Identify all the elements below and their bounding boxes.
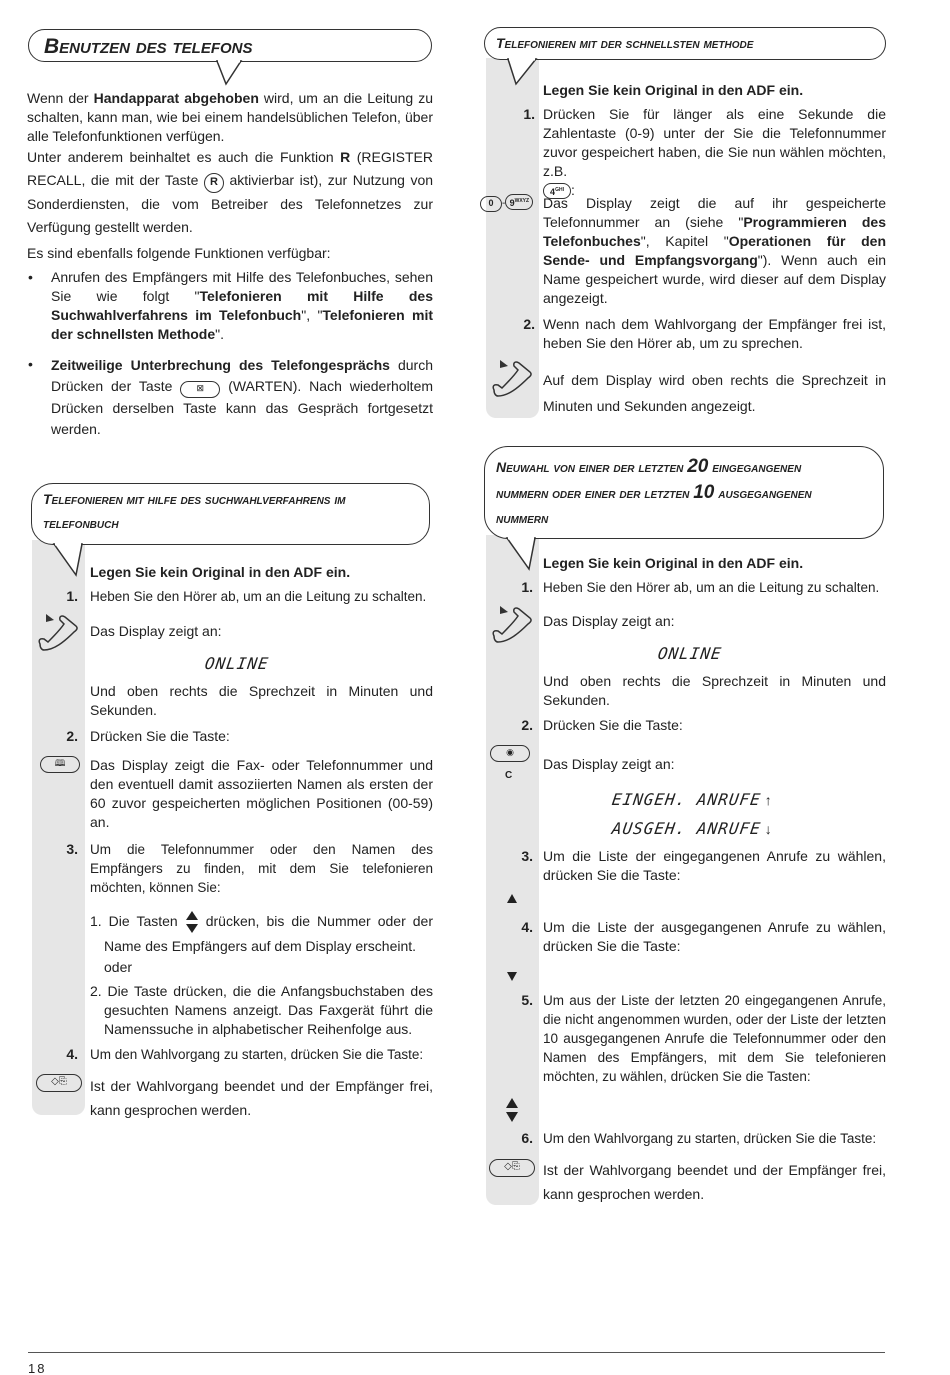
intro-paragraph-2: Unter anderem beinhaltet es auch die Funktion R (REGISTER RECALL, die mit der Taste R aktivierbar ist), zur Nutzung von Sonderdiensten, die vom Betreiber des Telefonnetzes zur Verfügung gestellt werden. (27, 149, 434, 235)
section-3-step-1-text: Heben Sie den Hörer ab, um an die Leitung zu schalten. (543, 580, 880, 595)
key-4-icon: $4^{GHI}$ (543, 183, 571, 199)
section-3-title-tail (505, 537, 539, 571)
section-2-step-1-number: 1. (523, 106, 535, 122)
up-down-arrows-icon (185, 910, 199, 934)
section-3-step-5-number: 5. (521, 992, 533, 1008)
section-1-step-3-text: Um die Telefonnummer oder den Namen des Empfängers zu finden, mit dem Sie telefonieren möchten, können Sie: (90, 842, 433, 895)
bullet-2-text: Zeitweilige Unterbrechung des Telefongesprächs durch Drücken der Taste ⊠ (WARTEN). Nach wiederholtem Drücken derselben Taste kann das Gespräch fortgesetzt werden. (51, 357, 434, 437)
section-3-step-4-text: Um die Liste der ausgegangenen Anrufe zu wählen, drücken Sie die Taste: (543, 919, 886, 954)
hold-key-icon: ⊠ (180, 381, 220, 398)
handset-icon (34, 612, 84, 652)
section-1-title-tail (52, 543, 86, 577)
footer-rule (28, 1352, 885, 1353)
section-2-step-1-display: Das Display zeigt die auf ihr gespeicherte Telefonnummer an (siehe "Programmieren des Telefonbuches", Kapitel "Operationen für den Sende- und Empfangsvorgang"). Wenn auch ein Name gespeichert wurde, wird dieser auf dem Display angezeigt. (543, 195, 887, 306)
section-3-step-5-text: Um aus der Liste der letzten 20 eingegangenen Anrufe, die nicht angenommen wurden, oder der Liste der letzten 10 ausgegangenen Anrufe die Telefonnummer oder den Namen des Empfängers, mit dem Sie telefonieren möchten, zu wählen, drücken Sie die Tasten: (543, 993, 886, 1084)
section-3-step-3-number: 3. (521, 848, 533, 864)
section-2-title-tail (506, 58, 540, 86)
redial-key-icon: ◉ (490, 745, 530, 762)
section-3-step-1-time: Und oben rechts die Sprechzeit in Minuten und Sekunden. (543, 673, 886, 708)
start-key-icon: ◇⎘ (36, 1074, 82, 1092)
page-number: 18 (28, 1361, 47, 1375)
section-1-step-1-text: Heben Sie den Hörer ab, um an die Leitung zu schalten. (90, 589, 427, 604)
r-key-icon: R (204, 173, 224, 193)
redial-key-c-label: C (505, 770, 513, 781)
section-1-step-1-number: 1. (66, 588, 78, 604)
section-3-step-6-number: 6. (521, 1130, 533, 1146)
section-2-title: Telefonieren mit der schnellsten methode (496, 35, 754, 51)
section-1-step-1-time: Und oben rechts die Sprechzeit in Minuten und Sekunden. (90, 683, 433, 718)
handset-icon (488, 604, 538, 644)
section-3-step-1-number: 1. (521, 579, 533, 595)
section-1-step-3-option-2: 2. Die Taste drücken, die die Anfangsbuchstaben des gesuchten Namens anzeigt. Das Faxgerät führt die Namenssuche in alphabetischer Reihenfolge aus. (90, 983, 433, 1037)
intro-paragraph-3: Es sind ebenfalls folgende Funktionen verfügbar: (27, 245, 331, 261)
up-arrow-icon: ↑ (764, 792, 772, 808)
section-1-step-2-display: Das Display zeigt die Fax- oder Telefonnummer und den eventuell damit assoziierten Namen als ersten der 60 zuvor gespeicherten möglichen Positionen (00-59) an. (90, 757, 433, 830)
section-1-note: Legen Sie kein Original in den ADF ein. (90, 564, 351, 580)
section-3-step-2-display: Das Display zeigt an: (543, 756, 675, 772)
section-2-step-2-number: 2. (523, 316, 535, 332)
section-3-step-1-display: Das Display zeigt an: (543, 613, 675, 629)
section-1-step-1-display: Das Display zeigt an: (90, 623, 222, 639)
up-arrow-key-icon (506, 893, 518, 905)
section-1-title: Telefonieren mit hilfe des suchwahlverfahrens im telefonbuch (43, 491, 346, 531)
key-9-icon: $9^{WXYZ}$ (505, 194, 533, 210)
section-1-step-2-number: 2. (66, 728, 78, 744)
bullet-2-marker: • (28, 356, 33, 372)
section-1-lcd-online: ONLINE (203, 654, 271, 673)
section-3-step-2-text: Drücken Sie die Taste: (543, 717, 683, 733)
section-3-lcd-outgoing: AUSGEH. ANRUFE ↓ (610, 819, 772, 838)
section-2-step-1-text: Drücken Sie für länger als eine Sekunde die Zahlentaste (0-9) unter der Sie die Telefonnummer zuvor gespeichert haben, die Sie nun wählen möchten, z.B. $4^{GHI}$ : (543, 106, 886, 198)
section-3-title: Neuwahl von einer der letzten 20 eingegangenen nummern oder einer der letzten 10 ausgegangenen nummern (496, 456, 812, 526)
bullet-1-text: Anrufen des Empfängers mit Hilfe des Telefonbuches, sehen Sie wie folgt "Telefonieren mit Hilfe des Suchwahlverfahrens im Telefonbuch", "Telefonieren mit der schnellsten Methode". (51, 269, 433, 342)
start-key-icon: ◇⎘ (489, 1159, 535, 1177)
key-range-0-9: $0 - 9^{WXYZ}$ (480, 194, 533, 212)
page-title: Benutzen des telefons (44, 35, 253, 58)
section-3-step-4-number: 4. (521, 919, 533, 935)
title-bubble-tail (215, 60, 245, 86)
section-2-note: Legen Sie kein Original in den ADF ein. (543, 82, 804, 98)
section-3-lcd-online: ONLINE (656, 644, 724, 663)
down-arrow-icon: ↓ (764, 821, 772, 837)
section-1-step-2-text: Drücken Sie die Taste: (90, 728, 230, 744)
up-down-arrows-icon (505, 1097, 519, 1123)
bullet-1-marker: • (28, 269, 33, 285)
section-3-lcd-incoming: EINGEH. ANRUFE ↑ (610, 790, 772, 809)
section-3-note: Legen Sie kein Original in den ADF ein. (543, 555, 804, 571)
handset-icon (488, 358, 538, 398)
section-1-step-4-display: Ist der Wahlvorgang beendet und der Empfänger frei, kann gesprochen werden. (90, 1078, 433, 1118)
section-1-step-3-number: 3. (66, 841, 78, 857)
section-1-step-3-or: oder (104, 959, 133, 975)
down-arrow-key-icon (506, 970, 518, 982)
phonebook-key-icon: 🕮 (40, 756, 80, 773)
intro-paragraph-1: Wenn der Handapparat abgehoben wird, um an die Leitung zu schalten, kann man, wie bei einem handelsüblichen Telefon, über alle Telefonfunktionen verfügen. (27, 90, 433, 144)
section-3-step-3-text: Um die Liste der eingegangenen Anrufe zu wählen, drücken Sie die Taste: (543, 848, 886, 883)
section-1-step-4-number: 4. (66, 1046, 78, 1062)
section-1-step-3-option-1: 1. Die Tasten drücken, bis die Nummer oder der Name des Empfängers auf dem Display erscheint. (90, 909, 433, 958)
section-2-step-2-text: Wenn nach dem Wahlvorgang der Empfänger frei ist, heben Sie den Hörer ab, um zu sprechen. (543, 316, 886, 351)
section-3-step-6-text: Um den Wahlvorgang zu starten, drücken Sie die Taste: (543, 1131, 877, 1146)
section-3-step-2-number: 2. (521, 717, 533, 733)
section-2-step-2-display: Auf dem Display wird oben rechts die Sprechzeit in Minuten und Sekunden angezeigt. (543, 372, 886, 414)
key-0-icon: 0 (480, 196, 502, 212)
section-3-step-6-display: Ist der Wahlvorgang beendet und der Empfänger frei, kann gesprochen werden. (543, 1162, 886, 1202)
section-1-step-4-text: Um den Wahlvorgang zu starten, drücken Sie die Taste: (90, 1047, 424, 1062)
